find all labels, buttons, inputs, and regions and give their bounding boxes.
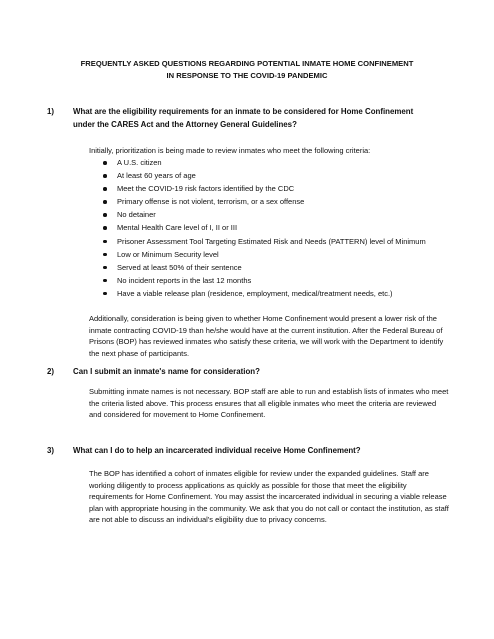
question-3: [47, 445, 433, 458]
criteria-item: [103, 196, 443, 208]
bullet-icon: [103, 266, 107, 270]
question-2-text: Can I submit an inmate's name for consideration?: [73, 367, 260, 376]
bullet-icon: [103, 253, 107, 257]
question-3-text: What can I do to help an incarcerated individual receive Home Confinement?: [73, 446, 361, 455]
criteria-item-text: No detainer: [117, 210, 156, 220]
question-2-answer: Submitting inmate names is not necessary. BOP staff are able to run and establish lists of inmates who meet the criteria listed above. This process ensures that all eligible inmates who meet the criteria are reviewed and considered for movement to Home Confinement.: [89, 387, 449, 420]
criteria-item-text: Primary offense is not violent, terrorism, or a sex offense: [117, 197, 305, 207]
question-1-additional: Additionally, consideration is being given to whether Home Confinement would present a lower risk of the inmate contracting COVID-19 than he/she would have at the current institution. After the Federal Bureau of Prisons (BOP) has reviewed inmates who satisfy these criteria, we will work with the Department to identify the next phase of participants.: [89, 314, 444, 358]
question-2: [47, 366, 433, 379]
criteria-item: [103, 262, 443, 274]
criteria-item: [103, 157, 443, 169]
title-line-2: IN RESPONSE TO THE COVID-19 PANDEMIC: [166, 71, 328, 80]
criteria-item: [103, 183, 443, 195]
criteria-item: [103, 222, 443, 234]
eligibility-criteria-list: [103, 157, 443, 301]
criteria-item: [103, 288, 443, 300]
criteria-item: [103, 236, 443, 248]
criteria-item-text: Have a viable release plan (residence, employment, medical/treatment needs, etc.): [117, 288, 393, 298]
criteria-item: [103, 249, 443, 261]
question-1-intro: Initially, prioritization is being made to review inmates who meet the following criteria:: [89, 146, 371, 155]
question-3-number: 3): [47, 446, 55, 455]
bullet-icon: [103, 161, 107, 165]
bullet-icon: [103, 240, 107, 244]
bullet-icon: [103, 292, 107, 296]
document-title: [0, 58, 494, 82]
criteria-item-text: A U.S. citizen: [117, 158, 162, 167]
question-1-text: What are the eligibility requirements for an inmate to be considered for Home Confinement under the CARES Act and the Attorney General Guidelines?: [73, 107, 414, 129]
criteria-item-text: Prisoner Assessment Tool Targeting Estimated Risk and Needs (PATTERN) level of Minimum: [117, 236, 426, 246]
bullet-icon: [103, 226, 107, 230]
criteria-item-text: No incident reports in the last 12 months: [117, 275, 252, 285]
criteria-item: [103, 275, 443, 287]
question-3-answer: The BOP has identified a cohort of inmates eligible for review under the expanded guidelines. Staff are working diligently to process applications as quickly as possible for those that meet the eligibility requirements for Home Confinement. You may assist the incarcerated individual in securing a viable release plan with appropriate housing in the community. We ask that you do not call or contact the institution, as staff are not able to discuss an individual's eligibility due to privacy concerns.: [89, 469, 449, 525]
criteria-item-text: Low or Minimum Security level: [117, 249, 219, 259]
criteria-item: [103, 209, 443, 221]
question-2-number: 2): [47, 367, 55, 376]
bullet-icon: [103, 200, 107, 204]
title-line-1: FREQUENTLY ASKED QUESTIONS REGARDING POTENTIAL INMATE HOME CONFINEMENT: [80, 59, 414, 68]
question-1: [47, 106, 433, 131]
bullet-icon: [103, 187, 107, 191]
bullet-icon: [103, 279, 107, 283]
criteria-item-text: Mental Health Care level of I, II or III: [117, 223, 238, 233]
criteria-item-text: At least 60 years of age: [117, 171, 196, 181]
bullet-icon: [103, 213, 107, 217]
bullet-icon: [103, 174, 107, 178]
question-1-number: 1): [47, 107, 55, 116]
criteria-item: [103, 170, 443, 182]
criteria-item-text: Served at least 50% of their sentence: [117, 262, 242, 272]
criteria-item-text: Meet the COVID-19 risk factors identified by the CDC: [117, 184, 295, 194]
